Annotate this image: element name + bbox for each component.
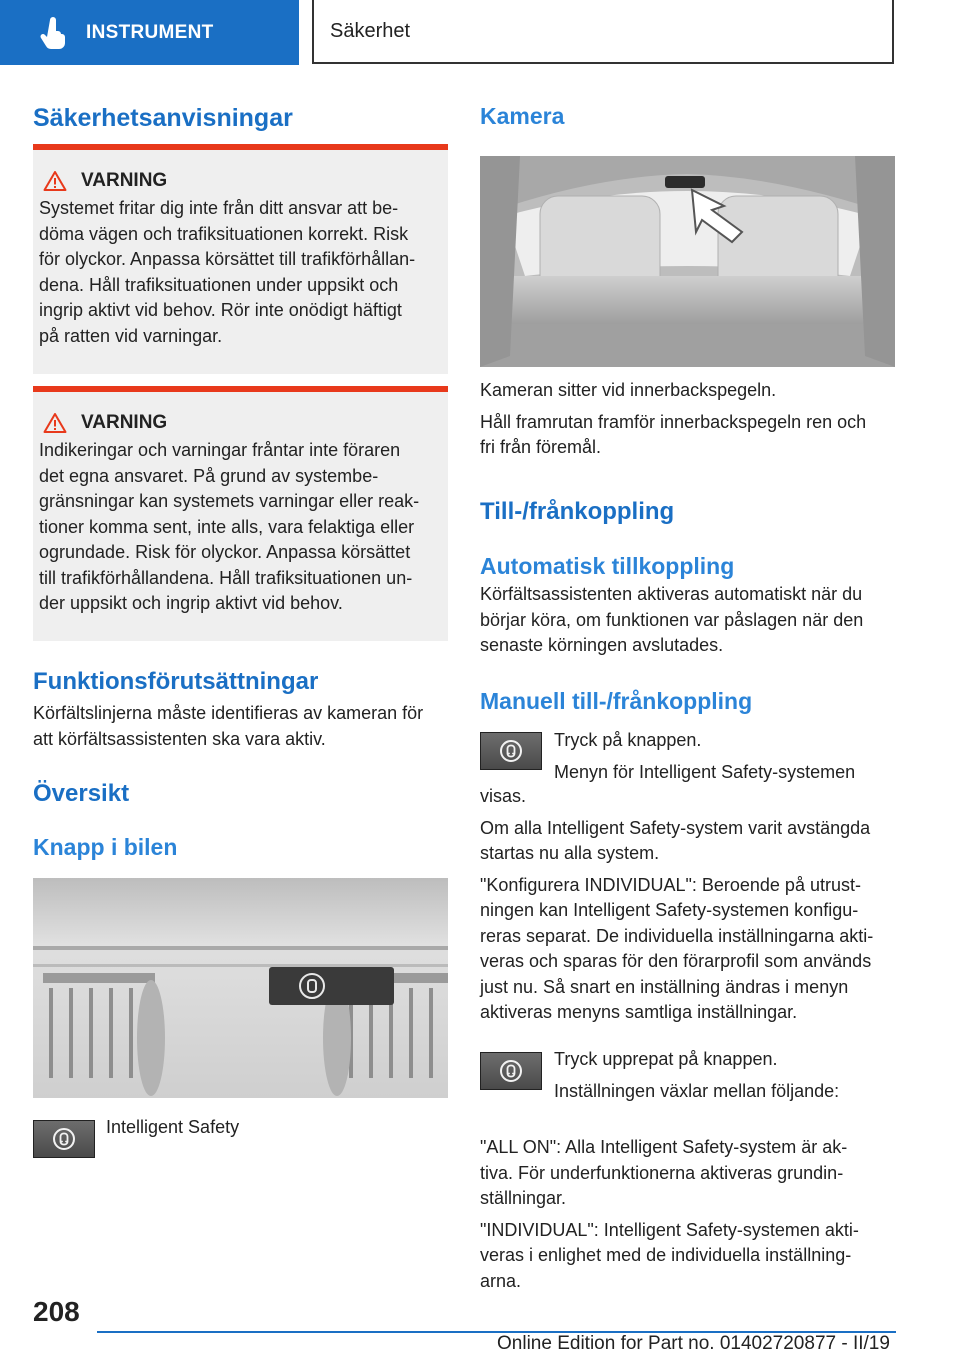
intelligent-safety-button-icon	[33, 1120, 95, 1158]
body-line: visas.	[480, 786, 527, 806]
section-tab-label: INSTRUMENT	[86, 21, 214, 43]
body-line: Körfältslinjerna måste identifieras av kameran för	[33, 703, 424, 723]
body-line: Håll framrutan framför innerbackspegeln ren och	[480, 411, 867, 432]
section-heading-oversikt: Översikt	[33, 780, 130, 807]
page-title: Säkerhetsanvisningar	[33, 104, 293, 132]
warning-text-line: gränsningar kan systemets varningar eller reak-	[39, 491, 420, 511]
body-line: Om alla Intelligent Safety-system varit avstängda	[480, 817, 871, 838]
warning-text-line: ingrip aktivt vid behov. Rör inte onödigt häftigt	[39, 300, 402, 320]
subheading-knapp: Knapp i bilen	[33, 834, 178, 860]
camera-location-photo	[480, 156, 895, 367]
warning-text-line: ogrundade. Risk för olyckor. Anpassa körsättet	[39, 542, 411, 562]
body-line: tiva. För underfunktionerna aktiveras grundin-	[480, 1162, 844, 1183]
warning-text-line: för olyckor. Anpassa körsättet till trafikförhållan-	[39, 249, 416, 269]
warning-box-2	[33, 386, 448, 641]
edition-text: Online Edition for Part no. 01402720877 - II/19	[497, 1333, 890, 1354]
section-heading-till: Till-/frånkoppling	[480, 498, 675, 525]
body-line: just nu. Så snart en inställning ändras i menyn	[480, 976, 849, 997]
warning-label-2: VARNING	[81, 412, 168, 433]
warning-triangle-icon	[43, 170, 67, 192]
body-line: Körfältsassistenten aktiveras automatiskt när du	[480, 584, 863, 604]
warning-text-line: till trafikförhållandena. Håll trafiksituationen un-	[39, 567, 413, 588]
intelligent-safety-button-icon	[480, 1052, 542, 1090]
body-line: reras separat. De individuella inställningarna akti-	[480, 925, 874, 946]
warning-text-line: det egna ansvaret. På grund av systembe-	[39, 465, 379, 486]
body-line: börjar köra, om funktionen var påslagen när den	[480, 609, 864, 630]
chapter-tab[interactable]	[312, 0, 894, 64]
warning-label-1: VARNING	[81, 170, 168, 191]
warning-triangle-icon	[43, 412, 67, 434]
section-tab[interactable]	[0, 0, 299, 65]
icon-caption: Intelligent Safety	[106, 1117, 240, 1137]
body-line: Kameran sitter vid innerbackspegeln.	[480, 380, 777, 400]
warning-text-line: der uppsikt och ingrip aktivt vid behov.	[39, 593, 343, 613]
dashboard-button-photo	[33, 878, 448, 1098]
body-line: fri från föremål.	[480, 437, 602, 457]
warning-text-line: dena. Håll trafiksituationen under uppsikt och	[39, 274, 399, 295]
body-line: "ALL ON": Alla Intelligent Safety-system är ak-	[480, 1137, 848, 1157]
body-line: startas nu alla system.	[480, 843, 660, 863]
body-line: veras och sparas för den förarprofil som används	[480, 951, 872, 971]
body-line: arna.	[480, 1270, 522, 1291]
section-heading-funktions: Funktionsförutsättningar	[33, 668, 319, 695]
chapter-tab-label: Säkerhet	[330, 19, 411, 42]
intelligent-safety-button-icon	[480, 732, 542, 770]
body-line: att körfältsassistenten ska vara aktiv.	[33, 728, 326, 749]
body-line: ställningar.	[480, 1188, 567, 1208]
warning-box-1	[33, 144, 448, 374]
instruction-line: Menyn för Intelligent Safety-systemen	[554, 761, 856, 782]
warning-text-line: Systemet fritar dig inte från ditt ansvar att be-	[39, 198, 399, 218]
body-line: aktiveras menyns samtliga inställningar.	[480, 1002, 798, 1022]
page-number: 208	[33, 1296, 80, 1327]
warning-text-line: på ratten vid varningar.	[39, 325, 223, 346]
body-line: senaste körningen avslutades.	[480, 635, 724, 655]
warning-text-line: Indikeringar och varningar fråntar inte föraren	[39, 440, 401, 460]
subheading-kamera: Kamera	[480, 103, 565, 129]
body-line: veras i enlighet med de individuella inställning-	[480, 1245, 852, 1265]
hand-pointer-icon	[38, 16, 72, 50]
body-line: "INDIVIDUAL": Intelligent Safety-systemen akti-	[480, 1219, 859, 1240]
warning-text-line: tioner komma sent, inte alls, vara felaktiga eller	[39, 516, 415, 537]
instruction-line: Tryck på knappen.	[554, 730, 702, 750]
warning-text-line: döma vägen och trafiksituationen korrekt. Risk	[39, 223, 409, 244]
subheading-manuell: Manuell till-/frånkoppling	[480, 688, 753, 714]
instruction-line: Tryck upprepat på knappen.	[554, 1049, 778, 1069]
instruction-line: Inställningen växlar mellan följande:	[554, 1080, 840, 1101]
body-line: ningen kan Intelligent Safety-systemen konfigu-	[480, 900, 859, 920]
body-line: "Konfigurera INDIVIDUAL": Beroende på utrust-	[480, 874, 861, 895]
subheading-auto: Automatisk tillkoppling	[480, 553, 735, 579]
